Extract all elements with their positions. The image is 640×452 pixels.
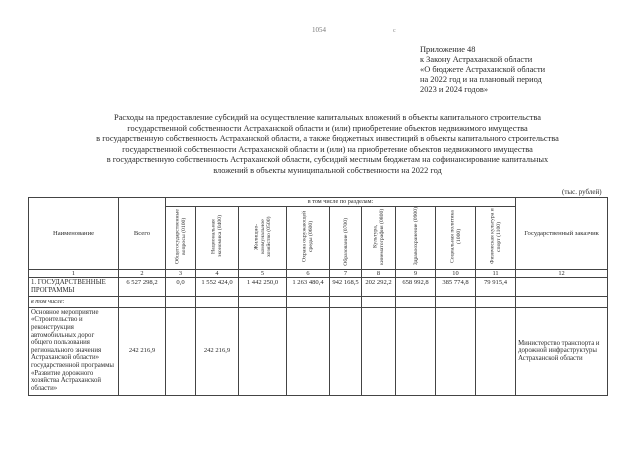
row-value bbox=[436, 307, 476, 395]
corner-mark: с bbox=[393, 28, 396, 34]
section-header: Социальная политика (1000) bbox=[436, 206, 476, 269]
row-value: 1 552 424,0 bbox=[196, 278, 239, 297]
appendix-line: 2023 и 2024 годов» bbox=[420, 85, 489, 94]
section-header: Физическая культура и спорт (1100) bbox=[476, 206, 516, 269]
column-number-row bbox=[29, 269, 608, 278]
row-value bbox=[166, 307, 196, 395]
table-row bbox=[29, 307, 608, 395]
row-note: в том числе: bbox=[29, 297, 119, 308]
row-customer: Министерство транспорта и дорожной инфраструктуры Астраханской области bbox=[516, 307, 608, 395]
section-header: Охрана окружающей среды (0600) bbox=[287, 206, 330, 269]
table-row bbox=[29, 297, 608, 308]
column-number: 4 bbox=[196, 269, 239, 278]
row-value: 385 774,8 bbox=[436, 278, 476, 297]
row-value: 1 263 480,4 bbox=[287, 278, 330, 297]
row-value bbox=[396, 307, 436, 395]
column-number: 7 bbox=[330, 269, 362, 278]
row-total: 242 216,9 bbox=[119, 307, 166, 395]
header-row bbox=[29, 198, 608, 207]
expenditure-table bbox=[28, 197, 608, 396]
row-name: Основное мероприятие «Строительство и реконструкция автомобильных дорог общего пользования регионального значения Астраханской области» государственной программы «Развитие дорожного хозяйства Астраханской области» bbox=[29, 307, 119, 395]
appendix-line: на 2022 год и на плановый период bbox=[420, 75, 542, 84]
row-value bbox=[330, 307, 362, 395]
sections-subheader: в том числе по разделам: bbox=[166, 198, 516, 207]
title-line: государственной собственности Астраханской области и (или) приобретение объектов недвижимого имущества bbox=[127, 123, 528, 133]
column-number: 11 bbox=[476, 269, 516, 278]
row-value: 242 216,9 bbox=[196, 307, 239, 395]
column-number: 8 bbox=[362, 269, 396, 278]
title-line: Расходы на предоставление субсидий на осуществление капитальных вложений в объекты капитального строительства bbox=[114, 113, 541, 122]
section-header: Жилищно-коммунальное хозяйство (0500) bbox=[239, 206, 287, 269]
total-header: Всего bbox=[119, 198, 166, 270]
table-row bbox=[29, 278, 608, 297]
appendix-line: Приложение 48 bbox=[420, 45, 476, 54]
customer-header: Государственный заказчик bbox=[516, 198, 608, 270]
row-total: 6 527 298,2 bbox=[119, 278, 166, 297]
column-number: 2 bbox=[119, 269, 166, 278]
document-title bbox=[40, 113, 615, 177]
appendix-line: к Закону Астраханской области bbox=[420, 55, 533, 64]
section-header: Образование (0700) bbox=[330, 206, 362, 269]
section-header: Национальная экономика (0400) bbox=[196, 206, 239, 269]
row-value bbox=[362, 307, 396, 395]
row-value: 79 915,4 bbox=[476, 278, 516, 297]
row-value: 942 168,5 bbox=[330, 278, 362, 297]
name-header: Наименование bbox=[29, 198, 119, 270]
appendix-block bbox=[420, 45, 630, 95]
row-value bbox=[239, 307, 287, 395]
column-number: 10 bbox=[436, 269, 476, 278]
units-label: (тыс. рублей) bbox=[562, 188, 602, 196]
page-number: 1054 bbox=[312, 26, 326, 34]
title-line: вложений в объекты муниципальной собственности на 2022 год bbox=[213, 165, 442, 175]
column-number: 5 bbox=[239, 269, 287, 278]
row-value: 1 442 250,0 bbox=[239, 278, 287, 297]
section-header: Общегосударственные вопросы (0100) bbox=[166, 206, 196, 269]
row-customer bbox=[516, 278, 608, 297]
row-value: 202 292,2 bbox=[362, 278, 396, 297]
row-value: 658 992,8 bbox=[396, 278, 436, 297]
title-line: государственной собственности Астраханской области и (или) на приобретение объектов недвижимого имущества bbox=[122, 144, 533, 154]
column-number: 6 bbox=[287, 269, 330, 278]
column-number: 9 bbox=[396, 269, 436, 278]
column-number: 1 bbox=[29, 269, 119, 278]
row-value: 0,0 bbox=[166, 278, 196, 297]
section-header: Здравоохранение (0900) bbox=[396, 206, 436, 269]
title-line: в государственную собственность Астраханской области, субсидий местным бюджетам на софинансирование капитальных bbox=[106, 155, 549, 165]
title-line: в государственную собственность Астраханской области, а также бюджетных инвестиций в объекты капитального строительства bbox=[96, 134, 559, 144]
row-value bbox=[476, 307, 516, 395]
row-value bbox=[287, 307, 330, 395]
column-number: 3 bbox=[166, 269, 196, 278]
row-name: 1. ГОСУДАРСТВЕННЫЕ ПРОГРАММЫ bbox=[29, 278, 119, 297]
column-number: 12 bbox=[516, 269, 608, 278]
appendix-line: «О бюджете Астраханской области bbox=[420, 65, 546, 74]
section-header: Культура, кинематография (0800) bbox=[362, 206, 396, 269]
